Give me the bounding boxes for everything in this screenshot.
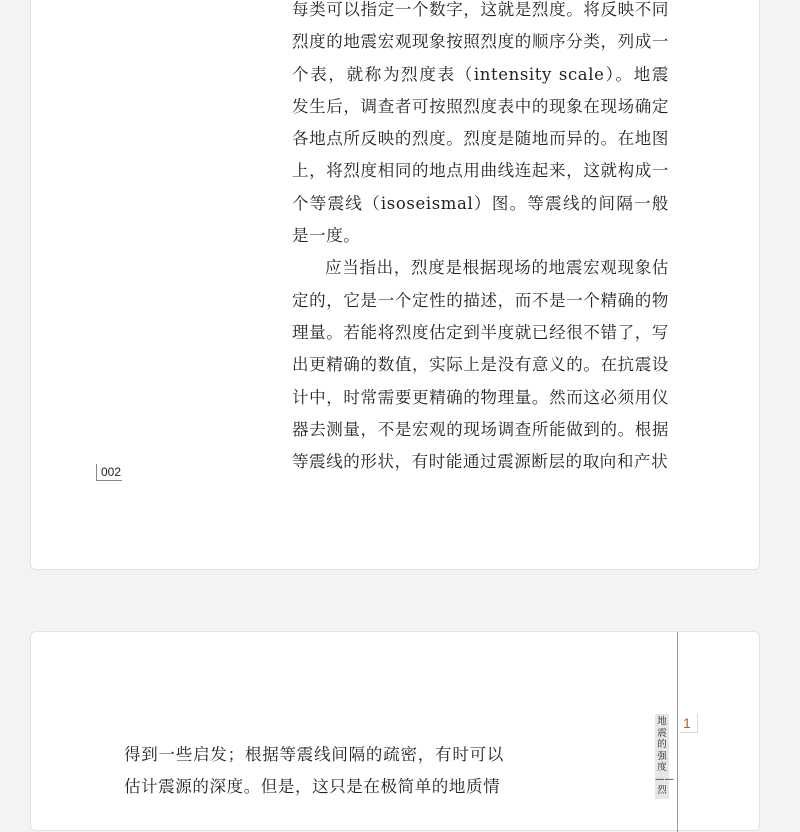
- chapter-number: 1: [680, 714, 698, 733]
- paragraph: 应当指出，烈度是根据现场的地震宏观现象估定的，它是一个定性的描述，而不是一个精确的物理量。若能将烈度估定到半度就已经很不错了，写出更精确的数值，实际上是没有意义的。在抗震设计中，时常需要更精确的物理量。然而这必须用仪器去测量，不是宏观的现场调查所能做到的。根据等震线的形状，有时能通过震源断层的取向和产状: [292, 258, 669, 472]
- book-page-003: [30, 631, 760, 831]
- book-page-002: [30, 0, 760, 570]
- running-chapter-title: 地震的强度——烈: [655, 714, 669, 799]
- paragraph: 每类可以指定一个数字，这就是烈度。将反映不同烈度的地震宏观现象按照烈度的顺序分类，列成一个表，就称为烈度表（intensity scale）。地震发生后，调查者可按照烈度表中的现象在现场确定各地点所反映的烈度。烈度是随地而异的。在地图上，将烈度相同的地点用曲线连起来，这就构成一个等震线（isoseismal）图。等震线的间隔一般是一度。: [292, 0, 669, 246]
- body-text: [124, 739, 504, 804]
- paragraph: 得到一些启发；根据等震线间隔的疏密，有时可以估计震源的深度。但是，这只是在极简单的地质情: [124, 745, 504, 797]
- margin-rule: [677, 632, 678, 832]
- body-text: [292, 0, 669, 478]
- page-number: 002: [96, 464, 122, 481]
